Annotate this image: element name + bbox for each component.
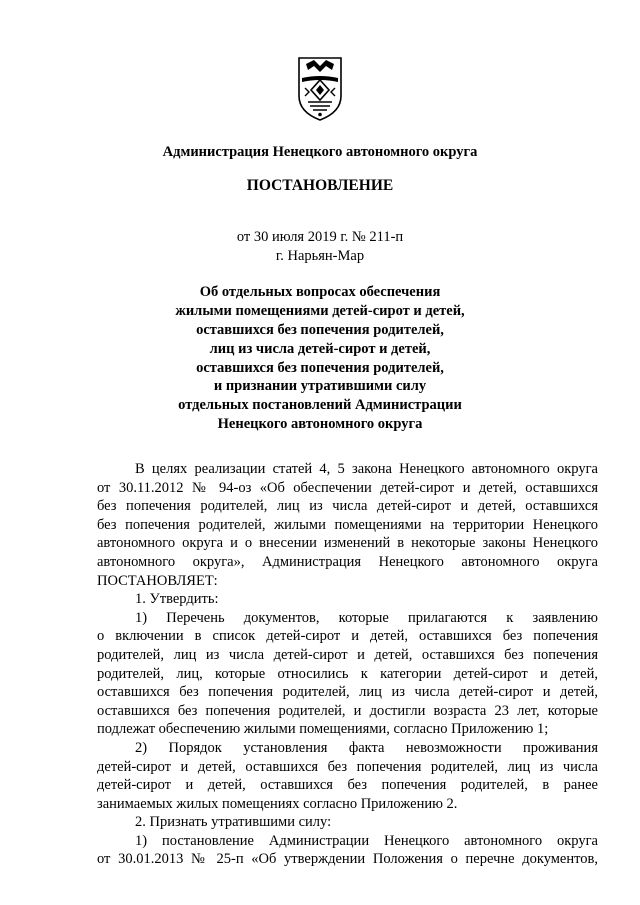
body-line: детей-сирот и детей, оставшихся без попечения родителей, в ранее [97, 777, 598, 794]
body-line: 1) постановление Администрации Ненецкого автономного округа [135, 832, 598, 849]
document-body [97, 460, 598, 869]
title-line: и признании утратившими силу [213, 378, 427, 395]
body-line: 1. Утвердить: [135, 591, 219, 608]
body-line: подлежат обеспечению жилыми помещениями, согласно Приложению 1; [97, 721, 549, 738]
body-line: оставшихся без попечения родителей, лиц из числа детей-сирот и детей, [97, 684, 598, 701]
document-date-number: от 30 июля 2019 г. № 211-п [236, 229, 404, 245]
body-line: оставшихся без попечения родителей, и достигли возраста 23 лет, которые [97, 702, 598, 719]
body-line: занимаемых жилых помещениях согласно Приложению 2. [97, 795, 458, 812]
body-line: от 30.11.2012 № 94-оз «Об обеспечении детей-сирот и детей, оставшихся [97, 479, 598, 496]
document-type: ПОСТАНОВЛЕНИЕ [246, 177, 394, 194]
title-line: отдельных постановлений Администрации [178, 397, 462, 414]
document-title [0, 283, 640, 434]
title-line: Ненецкого автономного округа [217, 416, 423, 433]
coat-of-arms-emblem [296, 56, 344, 122]
document-city: г. Нарьян-Мар [275, 248, 365, 264]
body-line: без попечения родителей, жилыми помещениями на территории Ненецкого [97, 516, 598, 533]
body-line: родителей, лиц, которые относились к категории детей-сирот и детей, [97, 665, 598, 682]
body-line: В целях реализации статей 4, 5 закона Ненецкого автономного округа [135, 461, 598, 477]
body-line: родителей, лиц из числа детей-сирот и детей, оставшихся без попечения [97, 646, 598, 663]
body-line: автономного округа», Администрация Ненецкого автономного округа [97, 553, 598, 570]
body-line: 1) Перечень документов, которые прилагаются к заявлению [135, 609, 598, 626]
title-line: Об отдельных вопросах обеспечения [199, 284, 441, 300]
title-line: оставшихся без попечения родителей, [196, 359, 444, 376]
organization-name: Администрация Ненецкого автономного округа [162, 144, 478, 160]
title-line: оставшихся без попечения родителей, [196, 321, 444, 338]
title-line: лиц из числа детей-сирот и детей, [209, 340, 431, 357]
title-line: жилыми помещениями детей-сирот и детей, [175, 302, 465, 319]
body-line: о включении в список детей-сирот и детей, оставшихся без попечения [97, 628, 598, 645]
body-line: 2. Признать утратившими силу: [135, 814, 332, 831]
body-line: ПОСТАНОВЛЯЕТ: [97, 572, 218, 589]
body-line: без попечения родителей, лиц из числа детей-сирот и детей, оставшихся [97, 498, 598, 515]
body-line: детей-сирот и детей, оставшихся без попечения родителей, лиц из числа [97, 758, 598, 775]
body-line: 2) Порядок установления факта невозможности проживания [135, 739, 598, 756]
body-line: автономного округа и о внесении изменений в некоторые законы Ненецкого [97, 535, 598, 552]
body-line: от 30.01.2013 № 25-п «Об утверждении Положения о перечне документов, [97, 851, 598, 868]
